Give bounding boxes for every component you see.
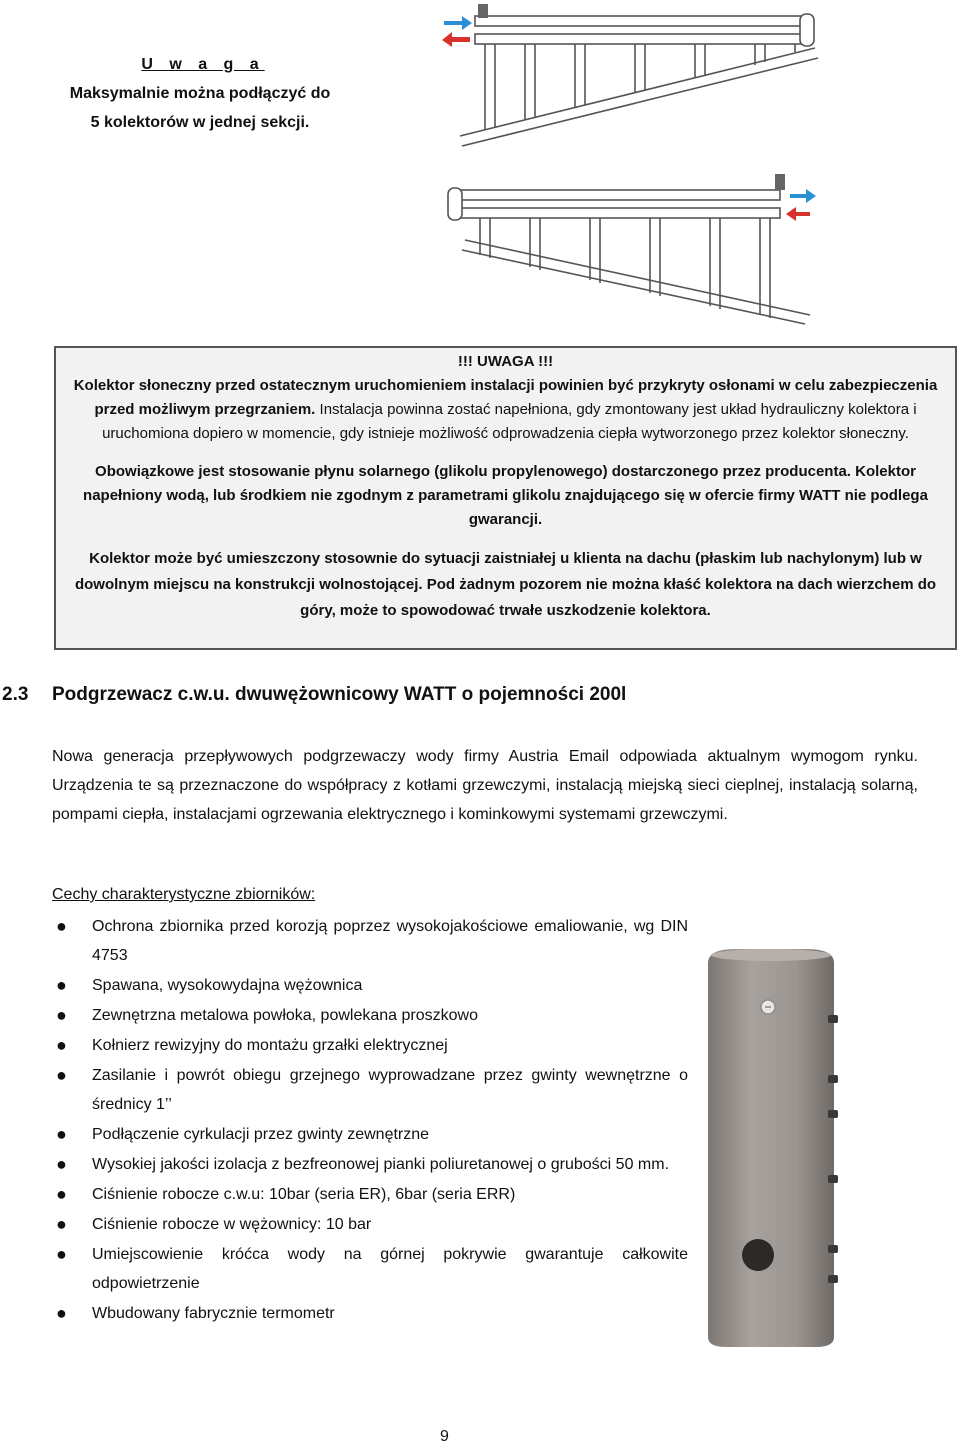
list-item: ● Ochrona zbiornika przed korozją poprzez wysokojakościowe emaliowanie, wg DIN 4753 <box>52 912 688 970</box>
section-title-text: Podgrzewacz c.w.u. dwuwężownicowy WATT o pojemności 200l <box>52 684 627 705</box>
list-item: ● Podłączenie cyrkulacji przez gwinty zewnętrzne <box>52 1120 688 1149</box>
warning-paragraph-2: Obowiązkowe jest stosowanie płynu solarnego (glikolu propylenowego) dostarczonego przez producenta. Kolektor napełniony wodą, lub środkiem nie zgodnym z parametrami glikolu znajdującego się w ofercie firmy WATT nie podlega gwarancji. <box>83 463 928 528</box>
features-heading: Cechy charakterystyczne zbiorników: <box>52 886 316 903</box>
list-item: ● Ciśnienie robocze w wężownicy: 10 bar <box>52 1210 688 1239</box>
list-item: ● Zasilanie i powrót obiegu grzejnego wyprowadzane przez gwinty wewnętrzne o średnicy 1’’ <box>52 1061 688 1119</box>
bullet-icon: ● <box>56 1154 67 1174</box>
bullet-icon: ● <box>56 1303 67 1323</box>
list-item: ● Ciśnienie robocze c.w.u: 10bar (seria ER), 6bar (seria ERR) <box>52 1180 688 1209</box>
bullet-icon: ● <box>56 1214 67 1234</box>
collector-diagram-bottom-icon <box>440 160 820 325</box>
bullet-icon: ● <box>56 1124 67 1144</box>
section-number: 2.3 <box>2 684 29 705</box>
note-heading: U w a g a <box>141 56 265 73</box>
list-item: ● Spawana, wysokowydajna wężownica <box>52 971 688 1000</box>
page-number: 9 <box>440 1428 449 1445</box>
collector-diagram-top-icon <box>440 0 820 150</box>
water-heater-tank-icon <box>696 945 846 1350</box>
bullet-icon: ● <box>56 1244 67 1264</box>
list-item: ● Zewnętrzna metalowa powłoka, powlekana proszkowo <box>52 1001 688 1030</box>
features-list <box>52 912 688 1329</box>
warning-paragraph-1 <box>66 374 945 446</box>
list-item: ● Kołnierz rewizyjny do montażu grzałki elektrycznej <box>52 1031 688 1060</box>
note-line-1: Maksymalnie można podłączyć do <box>69 85 331 102</box>
bullet-icon: ● <box>56 916 67 936</box>
warning-paragraph-3: Kolektor może być umieszczony stosownie do sytuacji zaistniałej u klienta na dachu (płaskim lub nachylonym) lub w dowolnym miejscu na konstrukcji wolnostojącej. Pod żadnym pozorem nie można kłaść kolektora na dach wierzchem do góry, może to spowodować trwałe uszkodzenie kolektora. <box>74 550 937 619</box>
bullet-icon: ● <box>56 1184 67 1204</box>
list-item: ● Wysokiej jakości izolacja z bezfreonowej pianki poliuretanowej o grubości 50 mm. <box>52 1150 688 1179</box>
list-item: ● Wbudowany fabrycznie termometr <box>52 1299 688 1328</box>
intro-paragraph: Nowa generacja przepływowych podgrzewaczy wody firmy Austria Email odpowiada aktualnym wymogom rynku. Urządzenia te są przeznaczone do współpracy z kotłami grzewczymi, instalacją miejską sieci cieplnej, instalacją solarną, pompami ciepła, instalacjami ogrzewania elektrycznego i kominkowymi systemami grzewczymi. <box>52 748 918 823</box>
list-item: ● Umiejscowienie króćca wody na górnej pokrywie gwarantuje całkowite odpowietrzenie <box>52 1240 688 1298</box>
warning-title: !!! UWAGA !!! <box>457 353 554 370</box>
bullet-icon: ● <box>56 1035 67 1055</box>
section-title <box>2 684 626 706</box>
warning-p1-bold: Kolektor słoneczny przed ostatecznym uruchomieniem instalacji powinien być przykryty osłonami w celu zabezpieczenia przed możliwym przegrzaniem. <box>73 377 938 418</box>
bullet-icon: ● <box>56 1005 67 1025</box>
connection-note <box>50 50 350 137</box>
warning-box <box>54 346 957 650</box>
warning-p1-normal: Instalacja powinna zostać napełniona, gdy zmontowany jest układ hydrauliczny kolektora i uruchomiona dopiero w momencie, gdy istnieje możliwość odprowadzenia ciepła wytworzonego przez kolektor słoneczny. <box>102 401 917 442</box>
note-line-2: 5 kolektorów w jednej sekcji. <box>90 114 310 131</box>
bullet-icon: ● <box>56 975 67 995</box>
bullet-icon: ● <box>56 1065 67 1085</box>
